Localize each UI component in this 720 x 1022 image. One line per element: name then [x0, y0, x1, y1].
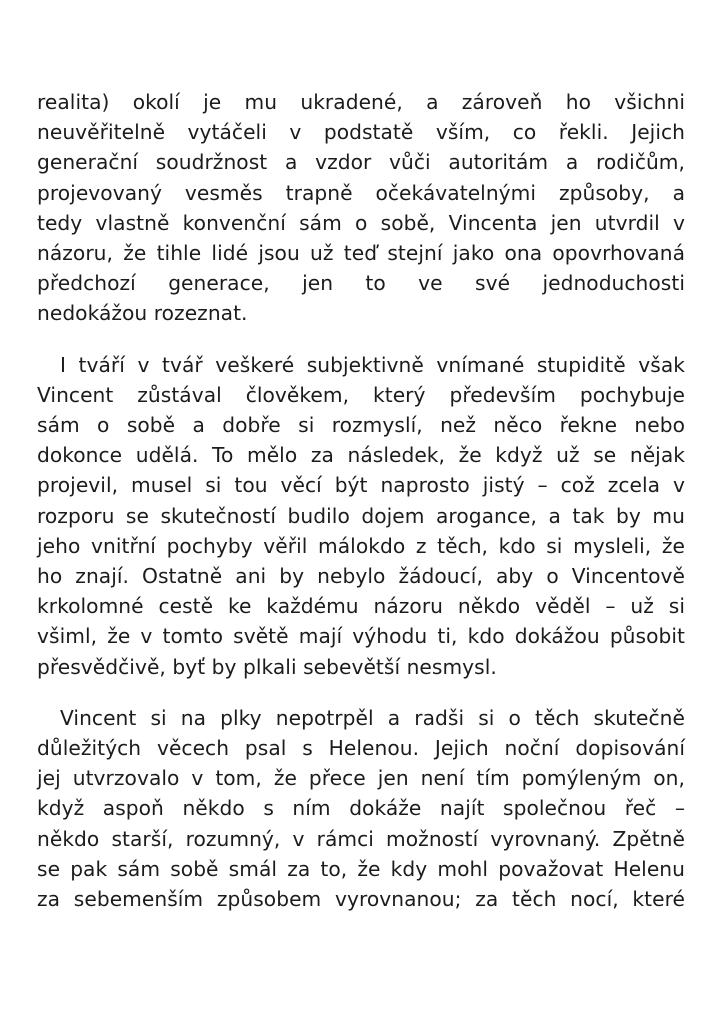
text-line: projevil, musel si tou věcí být naprosto jistý – což zcela v: [37, 473, 685, 498]
text-line: projevovaný vesměs trapně očekávatelnými způsoby, a: [37, 180, 685, 205]
text-line: sám o sobě a dobře si rozmyslí, než něco řekne nebo: [37, 413, 685, 438]
book-page: [37, 87, 685, 935]
text-line: krkolomné cestě ke každému názoru někdo věděl – už si: [37, 594, 685, 619]
text-line: Vincent si na plky nepotrpěl a radši si o těch skutečně: [60, 705, 685, 730]
paragraph-2: [37, 350, 685, 682]
paragraph-3: [37, 703, 685, 914]
text-line: I tváří v tvář veškeré subjektivně vnímané stupiditě však: [60, 352, 685, 377]
text-line: dokonce udělá. To mělo za následek, že když už se nějak: [37, 443, 685, 468]
text-line: všiml, že v tomto světě mají výhodu ti, kdo dokážou působit: [37, 624, 685, 649]
text-line: jej utvrzovalo v tom, že přece jen není tím pomýleným on,: [37, 766, 685, 791]
text-line: Vincent zůstával člověkem, který především pochybuje: [37, 382, 685, 407]
text-line: neuvěřitelně vytáčeli v podstatě vším, co řekli. Jejich: [37, 120, 685, 145]
text-line: někdo starší, rozumný, v rámci možností vyrovnaný. Zpětně: [37, 826, 685, 851]
text-line: realita) okolí je mu ukradené, a zároveň ho všichni: [37, 90, 685, 114]
paragraph-1: [37, 87, 685, 329]
text-line: ho znají. Ostatně ani by nebylo žádoucí, aby o Vincentově: [37, 564, 685, 589]
text-line: názoru, že tihle lidé jsou už teď stejní jako ona opovrhovaná: [37, 241, 685, 266]
text-line: předchozí generace, jen to ve své jednoduchosti: [37, 271, 685, 296]
text-line: generační soudržnost a vzdor vůči autoritám a rodičům,: [37, 150, 685, 175]
text-line: se pak sám sobě smál za to, že kdy mohl považovat Helenu: [37, 856, 685, 881]
text-line: za sebemenším způsobem vyrovnanou; za těch nocí, které: [37, 887, 685, 912]
text-line: důležitých věcech psal s Helenou. Jejich noční dopisování: [37, 736, 685, 761]
text-line: přesvědčivě, byť by plkali sebevětší nesmysl.: [37, 654, 497, 679]
text-line: tedy vlastně konvenční sám o sobě, Vincenta jen utvrdil v: [37, 210, 685, 235]
text-line: když aspoň někdo s ním dokáže najít společnou řeč –: [37, 796, 685, 821]
text-line: rozporu se skutečností budilo dojem arogance, a tak by mu: [37, 503, 685, 528]
text-line: nedokážou rozeznat.: [37, 301, 248, 326]
text-line: jeho vnitřní pochyby věřil málokdo z těch, kdo si mysleli, že: [37, 533, 685, 558]
